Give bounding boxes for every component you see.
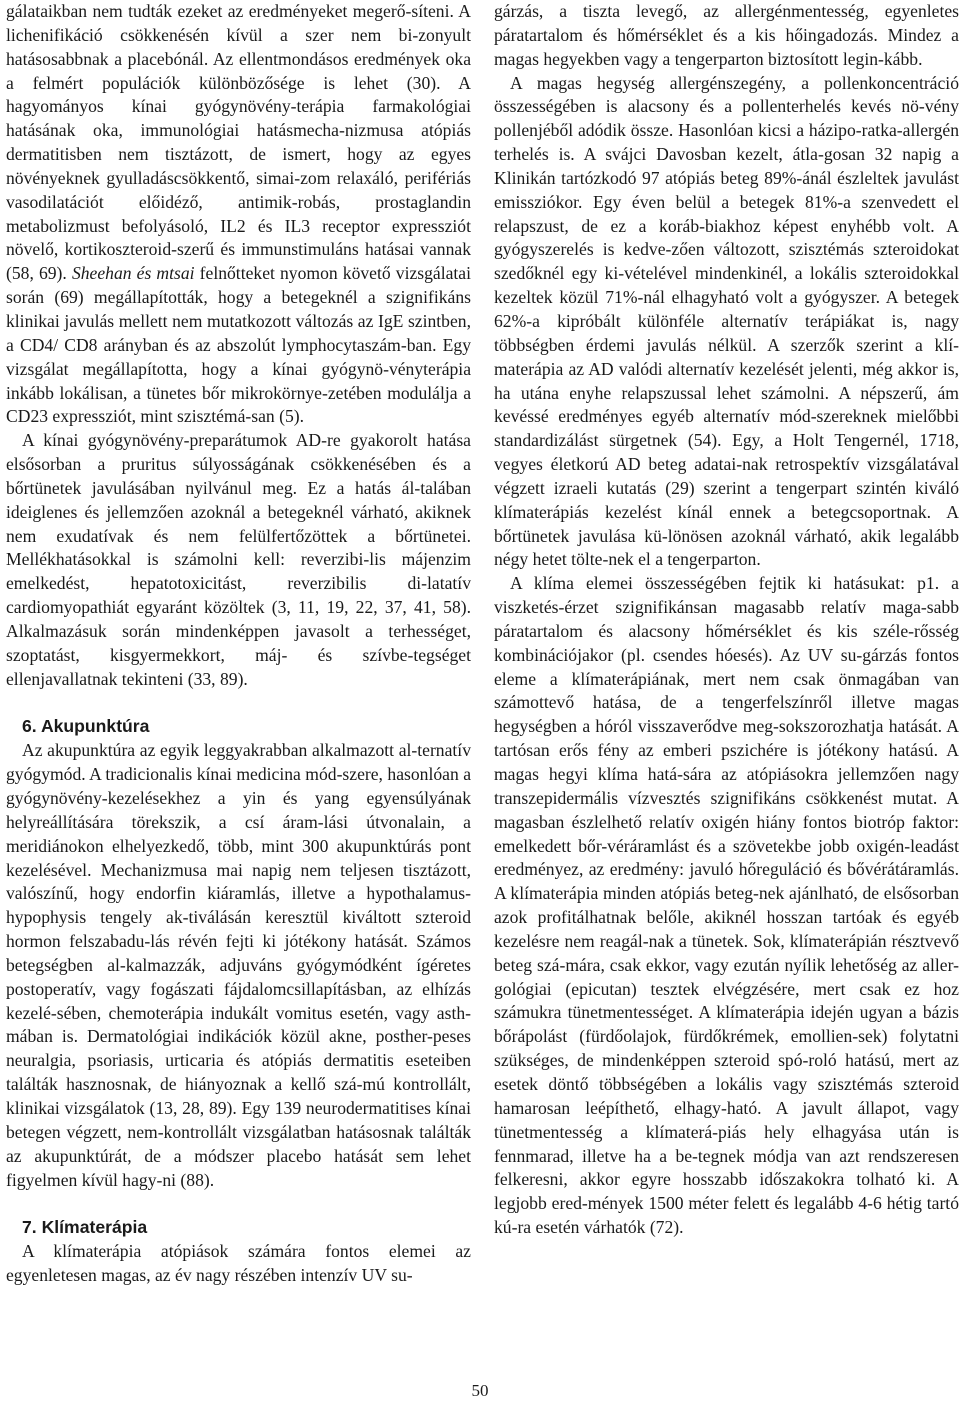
section-number: 6.: [22, 716, 37, 737]
paragraph-climate-effects: A klíma elemei összességében fejtik ki hatásukat: p1. a viszketés-érzet szignifikánsan magasabb relatív maga-sabb páratartalom és alacsony hőmérséklet és kis széle-rősség kombinációjakor (pl. csendes hóesés). Az UV su-gárzás fontos eleme a klímaterápiának, mert nem csak önmagában van számottevő hatása, de a tengerfelszínről illetve magas hegységben a hóról visszaverődve meg-sokszorozhatja hatását. A tartósan erős fény az emberi pszichére is jótékony hatású. A magas hegyi klíma hatá-sára az atópiásokra jellemzően nagy transzepidermális vízvesztés szignifikáns csökkenést mutat. A magasban észlelhető relatív oxigén hiány fontos biotróp faktor: emelkedett bőr-véráramlást és a szövetekbe jobb oxigén-leadást eredményez, az eredmény: javuló hőreguláció és bővérátáramlás. A klímaterápia minden atópiás beteg-nek ajánlható, de elsősorban azok profitálhatnak belőle, akiknél hosszan tartóak és egyéb kezelésre nem reagál-nak a tünetek. Sok, klímaterápián résztvevő beteg szá-mára, csak ekkor, vagy ezután nyílik lehetőség az aller-gológiai (epicutan) tesztek elvégzésére, mert csak ez hoz számukra tünetmentességet. A klímaterápia idején ugyan a bázis bőrápolást (fürdőolajok, fürdőkrémek, emollien-sek) folytatni szükséges, de mindenképpen szteroid spó-roló hatású, mert az esetek döntő többségében a lokális vagy szisztémás szteroid hamarosan leépíthető, elhagy-ható. A javult állapot, vagy tünetmentesség a klímaterá-piás hely elhagyása után is fennmarad, illetve ha a be-tegnek módja van azt rendszeresen felkeresni, akkor egyre hosszabb időszakokra tolható ki. A legjobb ered-mények 1500 méter felett és legalább 4-6 hétig tartó kú-ra esetén várhatók (72).: [494, 573, 959, 1238]
paragraph-acupuncture: Az akupunktúra az egyik leggyakrabban alkalmazott al-ternatív gyógymód. A tradicionalis kínai medicina mód-szere, hasonlóan a gyógynövény-kezelésekhez a yin és yang egyensúlyának helyreállítására törekszik, a csí áram-lási útvonalain, a meridiánokon elhelyezkedő, több, mint 300 akupunktúrás pont kezelésével. Mechanizmusa mai napig nem teljesen tisztázott, valószínű, hogy endorfin kiáramlás, illetve a hypothalamus-hypophysis tengely ak-tiválásán keresztül kiváltott szteroid hormon felszabadu-lás révén fejti ki jótékony hatását. Számos betegségben al-kalmazzák, adjuváns gyógymódként ígéretes postoperatív, vagy fogászati fájdalomcsillapításban, az elhízás kezelé-sében, chemoterápia indukált vomitus esetén, vagy asth-mában is. Dermatológiai indikációk közül akne, posther-peses neuralgia, psoriasis, urticaria és atópiás dermatitis eseteiben találták hasznosnak, de hiányoznak a kellő szá-mú kontrollált, klinikai vizsgálatok (13, 28, 89). Egy 139 neurodermatitises kínai betegen végzett, nem-kontrollált vizsgálatban hatásosnak találták az akupunktúrát, de a módszer placebo hatását sem lehet figyelmen kívül hagy-ni (88).: [6, 740, 471, 1190]
paragraph-climatotherapy-intro: A klímaterápia atópiások számára fontos elemei az egyenletesen magas, az év nagy részében intenzív UV su-: [6, 1241, 471, 1286]
section-number: 7.: [22, 1217, 37, 1238]
author-citation: Sheehan és mtsai: [71, 263, 195, 284]
paragraph-text: felnőtteket nyomon követő vizsgálatai során (69) megállapították, hogy a betegeknél a szignifikáns klinikai javulás mellett nem mutatkozott változás az IgE szintben, a CD4/ CD8 arányban és az abszolút lymphocytaszám-ban. Egy vizsgálat megállapította, hogy a kínai gyógynö-vényterápia inkább lokálisan, a tünetes bőr mikrokörnye-zetében modulálja a CD23 expressziót, mint szisztémá-san (5).: [6, 263, 472, 427]
page-number: 50: [471, 1381, 489, 1400]
paragraph-chinese-herbal-effects: A kínai gyógynövény-preparátumok AD-re gyakorolt hatása elsősorban a pruritus súlyosságának csökkenésében és a bőrtünetek javulásában nyilvánul meg. Ez a hatás ál-talában ideiglenes és jellemzően azoknál a betegeknél várható, akiknek nem exudatívak és nem felülfertőzöttek a bőrtünetei. Mellékhatásokkal is számolni kell: reverzibi-lis májenzim emelkedést, hepatotoxicitást, reverzibilis di-latatív cardiomyopathiát egyaránt közöltek (3, 11, 19, 22, 37, 41, 58). Alkalmazásuk során mindenképpen javasolt a terhességet, szoptatást, kisgyermekkort, máj- és szívbe-tegséget ellenjavallatnak tekinteni (33, 89).: [6, 430, 471, 689]
right-column: [494, 0, 959, 1240]
section-title: Klímaterápia: [41, 1217, 148, 1238]
paragraph-chinese-herbal-mechanism: [6, 0, 471, 429]
section-gap: [6, 1192, 471, 1216]
paragraph-text: gálataikban nem tudták ezeket az eredményeket megerő-síteni. A lichenifikáció csökkenésén kívül a szer nem bi-zonyult hatásosabbnak a placebónál. Az ellentmondásos eredmények oka a felmért populációk különbözősége is lehet (30). A hagyományos kínai gyógynövény-terápia farmakológiai hatásának oka, immunológiai hatásmecha-nizmusa atópiás dermatitisben nem tisztázott, de ismert, hogy az egyes növényeknek gyulladáscsökkentő, simai-zom relaxáló, perifériás vasodilatációt előidéző, antimik-robás, prostaglandin metabolizmust befolyásoló, IL2 és IL3 receptor expressziót növelő, kortikoszteroid-szerű és immunstimuláns hatásai vannak (58, 69).: [6, 1, 471, 284]
section-heading-climatotherapy: [6, 1216, 471, 1240]
left-column: [6, 0, 471, 1288]
paragraph-mountain-climate: A magas hegység allergénszegény, a pollenkoncentráció összességében is alacsony és a pollenterhelés kevés nö-vény pollenjéből adódik össze. Hasonlóan kicsi a házipo-ratka-allergén terhelés is. A svájci Davosban kezelt, átla-gosan 32 napig a Klinikán tartózkodó 97 atópiás beteg 89%-ánál észleltek javulást emissziókor. Egy éven belül a betegek 81%-a szenvedett el relapszust, de ez a koráb-biakhoz képest enyhébb volt. A gyógyszerelés is kedve-zően változott, szisztémás szteroidokat szedőknél egy ki-vételével mindenkinél, a lokális szteroidokkal kezeltek közül 71%-nál elhagyható volt a gyógyszer. A betegek 62%-a kipróbált különféle alternatív terápiákat is, nagy többségben érdemi javulás nélkül. A szerzők szerint a klí-materápia az AD valódi alternatív kezelését jelenti, még akkor is, ha utána enyhe relapszussal lehet számolni. A népszerű, ám kevéssé eredményes egyéb alternatív mód-szereknek mielőbbi standardizálást sürgetnek (54). Egy, a Holt Tengernél, 1718, vegyes életkorú AD beteg adatai-nak retrospektív vizsgálatával végzett izraeli kutatás (29) szerint a tengerpart szintén kiváló klímaterápiás kezelést kínál ennek a betegcsoportnak. A bőrtünetek javulása kü-lönösen azoknál várható, akik legalább négy hetet tölte-nek el a tengerparton.: [494, 72, 959, 570]
section-gap: [6, 691, 471, 715]
paragraph-climate-elements: gárzás, a tiszta levegő, az allergénmentesség, egyenletes páratartalom és hőmérséklet és a kis hőingadozás. Mindez a magas hegyekben vagy a tengerparton biztosított legin-kább.: [494, 1, 959, 69]
section-heading-acupuncture: [6, 715, 471, 739]
section-title: Akupunktúra: [40, 716, 150, 737]
